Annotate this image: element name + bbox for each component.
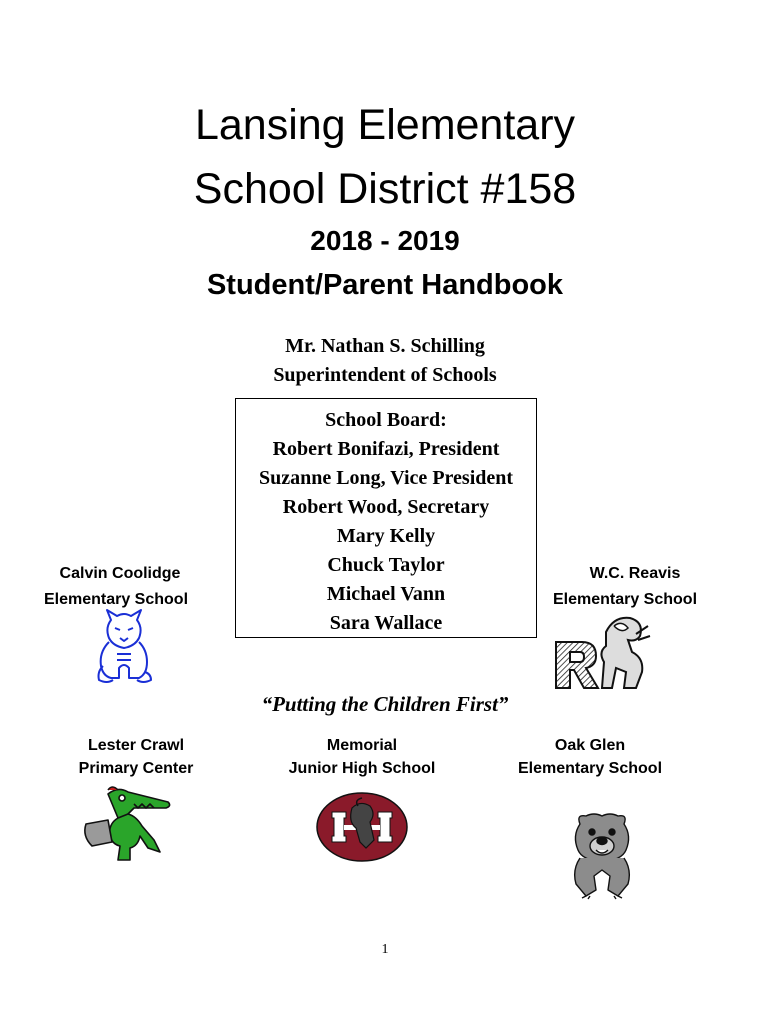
oakglen-type: Elementary School [517,760,663,777]
page-number: 1 [381,942,389,957]
board-member: Robert Wood, Secretary [282,496,490,518]
board-member: Mary Kelly [336,525,436,547]
school-year: 2018 - 2019 [310,225,460,256]
memorial-type: Junior High School [288,760,436,777]
school-board-box [235,398,537,638]
coolidge-name: Calvin Coolidge [59,565,181,582]
mustang-logo [316,792,408,862]
superintendent-title: Superintendent of Schools [273,364,497,386]
crawl-name: Lester Crawl [87,737,185,754]
tagline: “Putting the Children First” [261,692,509,716]
oakglen-name: Oak Glen [554,737,626,754]
superintendent-name: Mr. Nathan S. Schilling [285,335,485,357]
rams-logo [552,612,652,692]
coolidge-type: Elementary School [43,591,189,608]
document-title-line2: School District #158 [193,165,577,213]
alligator-logo [78,786,174,864]
board-member: Chuck Taylor [327,554,445,576]
board-member: Robert Bonifazi, President [272,438,500,460]
document-title-line1: Lansing Elementary [194,101,576,149]
memorial-name: Memorial [326,737,398,754]
board-member: Suzanne Long, Vice President [258,467,514,489]
board-member: Sara Wallace [329,612,443,634]
reavis-type: Elementary School [552,591,698,608]
bear-logo [566,810,638,900]
reavis-name: W.C. Reavis [589,565,681,582]
board-member: Michael Vann [326,583,446,605]
school-board-heading: School Board: [325,409,447,431]
handbook-subtitle: Student/Parent Handbook [206,269,564,301]
crawl-type: Primary Center [78,760,194,777]
cougar-logo [93,606,155,686]
